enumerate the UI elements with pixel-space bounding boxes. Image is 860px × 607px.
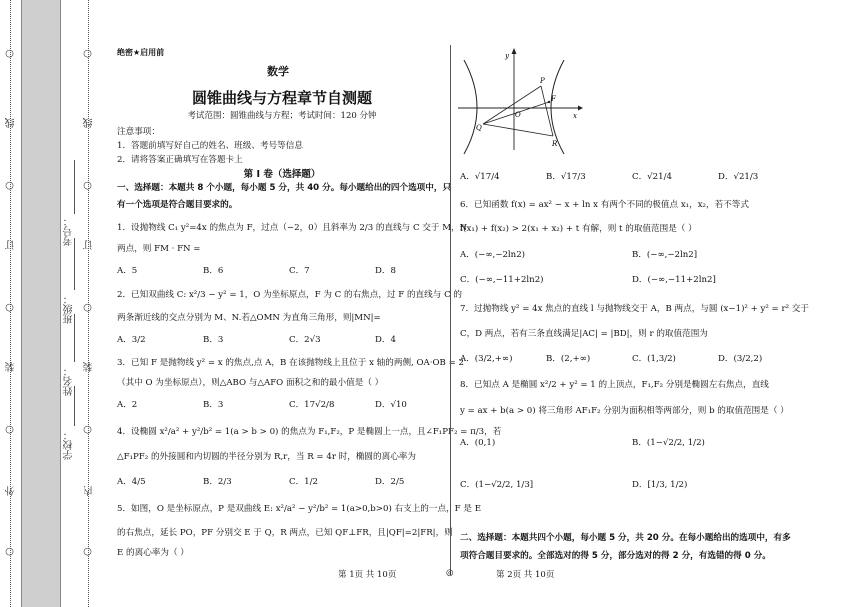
inner-mark: ○ xyxy=(82,424,93,435)
question-1: 两点，则 FM · FN = xyxy=(117,244,201,254)
column-divider xyxy=(450,45,451,575)
question-4: 4．设椭圆 x²/a² + y²/b² = 1(a > b > 0) 的焦点为 F₁,F₂，P 是椭圆上一点，且∠F₁PF₂ = π/3，若 xyxy=(117,427,502,437)
option: D．√21/3 xyxy=(718,172,759,182)
inner-mark: 订 xyxy=(84,240,95,250)
school-field: 学校： xyxy=(64,430,75,460)
outer-mark: 订 xyxy=(6,240,17,250)
binding-strip xyxy=(0,0,95,607)
question-1: 1．设抛物线 C₁ y²=4x 的焦点为 F，过点（−2，0）且斜率为 2/3 的直线与 C 交于 M，N xyxy=(117,223,468,233)
question-3: 3．已知 F 是抛物线 y² = x 的焦点,点 A，B 在该抛物线上且位于 x 轴的两侧, OA·OB = 2 xyxy=(117,358,464,368)
page-number-left: 第 1页 共 10页 xyxy=(338,570,397,580)
option: D．[1/3, 1/2) xyxy=(632,480,688,490)
option: B．6 xyxy=(203,266,224,276)
outer-mark: ○ xyxy=(4,48,15,59)
name-field: 姓名： xyxy=(64,366,75,396)
binding-gray-band xyxy=(21,0,61,607)
question-8: y = ax + b(a > 0) 将三角形 AF₁F₂ 分别为面积相等两部分，则 b 的取值范围是（ ） xyxy=(460,406,789,416)
option: A．2 xyxy=(117,400,138,410)
note-item: 2．请将答案正确填写在答题卡上 xyxy=(117,155,243,165)
outer-mark: 线 xyxy=(6,118,17,128)
y-arrow xyxy=(512,48,517,54)
inner-mark: ○ xyxy=(82,180,93,191)
section1-instruction: 有一个选项是符合题目要求的。 xyxy=(117,200,238,210)
option: A．5 xyxy=(117,266,138,276)
option: C．√21/4 xyxy=(632,172,672,182)
option: A．(3/2,+∞) xyxy=(460,354,513,364)
inner-mark: 装 xyxy=(84,362,95,372)
option: B．3 xyxy=(203,335,224,345)
option: D．(3/2,2) xyxy=(718,354,763,364)
label-y: y xyxy=(505,52,509,60)
label-O: O xyxy=(515,111,521,119)
question-7: 7．过抛物线 y² = 4x 焦点的直线 l 与抛物线交于 A，B 两点，与圆 (x−1)² + y² = r² 交于 xyxy=(460,304,809,314)
section2-instruction: 项符合题目要求的。全部选对的得 5 分，部分选对的得 2 分，有选错的得 0 分。 xyxy=(460,551,771,561)
center-mark: ◎ xyxy=(446,568,454,578)
class-field: 班级： xyxy=(64,294,75,324)
question-5: 的右焦点，延长 PO，PF 分别交 E 于 Q，R 两点，已知 QF⊥FR，且|QF|=2|FR|，则 xyxy=(117,528,453,538)
inner-mark: ○ xyxy=(82,546,93,557)
option: C．(−∞,−11+2ln2) xyxy=(460,275,544,285)
label-x: x xyxy=(573,112,577,120)
inner-mark: ○ xyxy=(82,302,93,313)
notes-heading: 注意事项： xyxy=(117,127,160,137)
question-3: （其中 O 为坐标原点），则△ABO 与△AFO 面积之和的最小值是（ ） xyxy=(117,378,384,388)
section2-instruction: 二、选择题：本题共四个小题，每小题 5 分，共 20 分。在每小题给出的选项中，有多 xyxy=(460,533,791,543)
secret-label: 绝密★启用前 xyxy=(117,48,165,57)
option: A．(−∞,−2ln2) xyxy=(460,250,526,260)
label-P: P xyxy=(540,77,545,85)
left-branch xyxy=(464,60,477,154)
name-blank xyxy=(74,314,76,362)
option: C．2√3 xyxy=(289,335,321,345)
option: A．√17/4 xyxy=(460,172,500,182)
option: D．√10 xyxy=(375,400,407,410)
inner-mark: 内 xyxy=(84,486,95,496)
question-5: 5．如图，O 是坐标原点，P 是双曲线 E: x²/a² − y²/b² = 1(a>0,b>0) 右支上的一点，F 是 E xyxy=(117,504,481,514)
question-8: 8．已知点 A 是椭圆 x²/2 + y² = 1 的上顶点，F₁,F₂ 分别是椭圆左右焦点，直线 xyxy=(460,380,769,390)
option: B．(2,+∞) xyxy=(546,354,591,364)
option: A．4/5 xyxy=(117,477,146,487)
outer-mark: 装 xyxy=(6,362,17,372)
outer-mark: ○ xyxy=(4,302,15,313)
note-item: 1．答题前填写好自己的姓名、班级、考号等信息 xyxy=(117,141,303,151)
outer-mark: ○ xyxy=(4,180,15,191)
option: D．(−∞,−11+2ln2] xyxy=(632,275,716,285)
point-F xyxy=(548,101,550,103)
outer-mark: 外 xyxy=(6,486,17,496)
subject-title: 数学 xyxy=(267,65,289,78)
option: B．(−∞,−2ln2] xyxy=(632,250,698,260)
option: B．(1−√2/2, 1/2) xyxy=(632,438,705,448)
exam-title: 圆锥曲线与方程章节自测题 xyxy=(191,89,372,107)
section1-instruction: 一、选择题：本题共 8 个小题，每小题 5 分，共 40 分。每小题给出的四个选项中，只 xyxy=(117,183,452,193)
page-number-right: 第 2页 共 10页 xyxy=(496,570,555,580)
question-2: 两条渐近线的交点分别为 M、N.若△OMN 为直角三角形，则|MN|= xyxy=(117,313,381,323)
question-2: 2．已知双曲线 C: x²/3 − y² = 1，O 为坐标原点，F 为 C 的右焦点，过 F 的直线与 C 的 xyxy=(117,290,462,300)
option: A．3/2 xyxy=(117,335,146,345)
option: D．4 xyxy=(375,335,396,345)
part1-title: 第 I 卷（选择题） xyxy=(243,169,321,180)
option: D．8 xyxy=(375,266,396,276)
option: C．17√2/8 xyxy=(289,400,335,410)
inner-mark: 线 xyxy=(84,118,95,128)
question-7: C，D 两点，若有三条直线满足|AC| = |BD|，则 r 的取值范围为 xyxy=(460,329,708,339)
hyperbola-figure xyxy=(456,46,586,156)
question-5: E 的离心率为（ ） xyxy=(117,548,189,558)
option: B．2/3 xyxy=(203,477,232,487)
option: C．(1−√2/2, 1/3] xyxy=(460,480,534,490)
exam-id-field: 考号： xyxy=(64,216,75,246)
option: A．(0,1) xyxy=(460,438,496,448)
outer-mark: ○ xyxy=(4,546,15,557)
question-6: f(x₁) + f(x₂) > 2(x₁ + x₂) + t 有解，则 t 的取值范围是（ ） xyxy=(460,224,697,234)
school-blank xyxy=(74,386,76,426)
label-Q: Q xyxy=(476,124,482,132)
option: C．(1,3/2) xyxy=(632,354,676,364)
exam-id-blank xyxy=(74,160,76,214)
question-4: △F₁PF₂ 的外接圆和内切圆的半径分别为 R,r，当 R = 4r 时，椭圆的离心率为 xyxy=(117,452,416,462)
option: C．7 xyxy=(289,266,310,276)
label-F: F xyxy=(551,95,556,103)
label-R: R xyxy=(552,140,558,148)
option: D．2/5 xyxy=(375,477,405,487)
class-blank xyxy=(74,238,76,290)
option: B．√17/3 xyxy=(546,172,586,182)
exam-scope: 考试范围：圆锥曲线与方程；考试时间：120 分钟 xyxy=(187,111,377,121)
outer-mark: ○ xyxy=(4,424,15,435)
inner-mark: ○ xyxy=(82,48,93,59)
option: C．1/2 xyxy=(289,477,318,487)
question-6: 6．已知函数 f(x) = ax² − x + ln x 有两个不同的极值点 x₁，x₂，若不等式 xyxy=(460,200,749,210)
option: B．3 xyxy=(203,400,224,410)
x-arrow xyxy=(578,106,583,111)
segment-PQ xyxy=(483,86,541,124)
segment-QR xyxy=(483,124,553,136)
